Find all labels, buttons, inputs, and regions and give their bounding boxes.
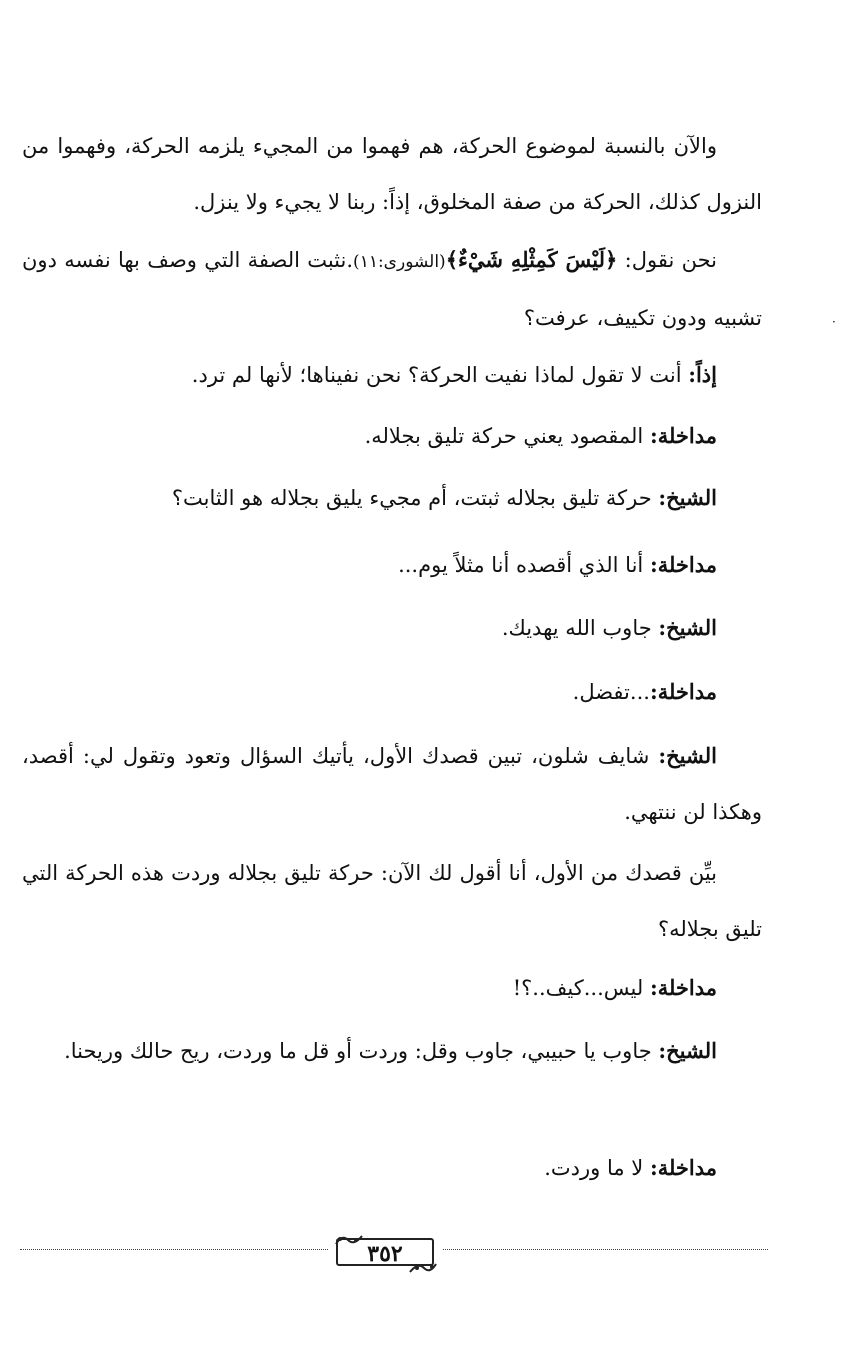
speaker-label: الشيخ: (658, 615, 717, 640)
stray-mark: · (832, 315, 836, 329)
speaker-label: الشيخ: (658, 743, 717, 768)
paragraph-5-text: حركة تليق بجلاله ثبتت، أم مجيء يليق بجلاله هو الثابت؟ (171, 486, 659, 510)
speaker-label: مداخلة: (649, 1155, 717, 1180)
paragraph-13 (22, 1140, 762, 1196)
page-number-box (330, 1236, 440, 1270)
paragraph-8 (22, 664, 762, 720)
paragraph-4 (22, 408, 762, 464)
paragraph-12-text: جاوب يا حبيبي، جاوب وقل: وردت أو قل ما وردت، ريح حالك وريحنا. (64, 1039, 659, 1063)
paragraph-6-text: أنا الذي أقصده أنا مثلاً يوم... (398, 553, 650, 577)
paragraph-6 (22, 537, 762, 593)
paragraph-11 (22, 960, 762, 1016)
speaker-label: مداخلة: (649, 679, 717, 704)
verse-reference: (الشورى:١١) (353, 252, 446, 272)
paragraph-7-text: جاوب الله يهديك. (501, 616, 659, 640)
speaker-label: مداخلة: (649, 975, 717, 1000)
paragraph-12 (22, 1023, 762, 1079)
paragraph-10 (22, 845, 762, 957)
paragraph-10-text: بيِّن قصدك من الأول، أنا أقول لك الآن: حركة تليق بجلاله وردت هذه الحركة التي تليق بجلاله؟ (22, 861, 762, 941)
paragraph-2-text-after: .نثبت الصفة التي وصف بها نفسه دون تشبيه ودون تكييف، عرفت؟ (22, 248, 762, 330)
paragraph-2-text-before: نحن نقول: (617, 248, 717, 272)
paragraph-7 (22, 600, 762, 656)
paragraph-3 (22, 347, 762, 403)
paragraph-9 (22, 728, 762, 840)
paragraph-5 (22, 470, 762, 526)
paragraph-8-text: ...تفضل. (572, 680, 650, 704)
paragraph-2 (22, 232, 762, 346)
paragraph-4-text: المقصود يعني حركة تليق بجلاله. (364, 424, 650, 448)
footer-divider-right (443, 1249, 768, 1250)
speaker-label: مداخلة: (649, 423, 717, 448)
paragraph-1-text: والآن بالنسبة لموضوع الحركة، هم فهموا من المجيء يلزمه الحركة، وفهموا من النزول كذلك، الحركة من صفة المخلوق، إذاً: ربنا لا يجيء ولا ينزل. (22, 134, 762, 214)
quran-verse: ﴿لَيْسَ كَمِثْلِهِ شَيْءٌ﴾ (445, 247, 618, 272)
paragraph-3-text: أنت لا تقول لماذا نفيت الحركة؟ نحن نفيناها؛ لأنها لم ترد. (191, 363, 689, 387)
speaker-label: الشيخ: (658, 485, 717, 510)
speaker-label: إذاً: (688, 362, 717, 387)
page-number: ٣٥٢ (367, 1241, 403, 1267)
speaker-label: الشيخ: (658, 1038, 717, 1063)
footer-divider-left (20, 1249, 328, 1250)
paragraph-9-text: شايف شلون، تبين قصدك الأول، يأتيك السؤال وتعود وتقول لي: أقصد، وهكذا لن ننتهي. (22, 744, 762, 824)
paragraph-13-text: لا ما وردت. (544, 1156, 650, 1180)
paragraph-1 (22, 118, 762, 230)
speaker-label: مداخلة: (649, 552, 717, 577)
paragraph-11-text: ليس...كيف..؟! (512, 976, 650, 1000)
